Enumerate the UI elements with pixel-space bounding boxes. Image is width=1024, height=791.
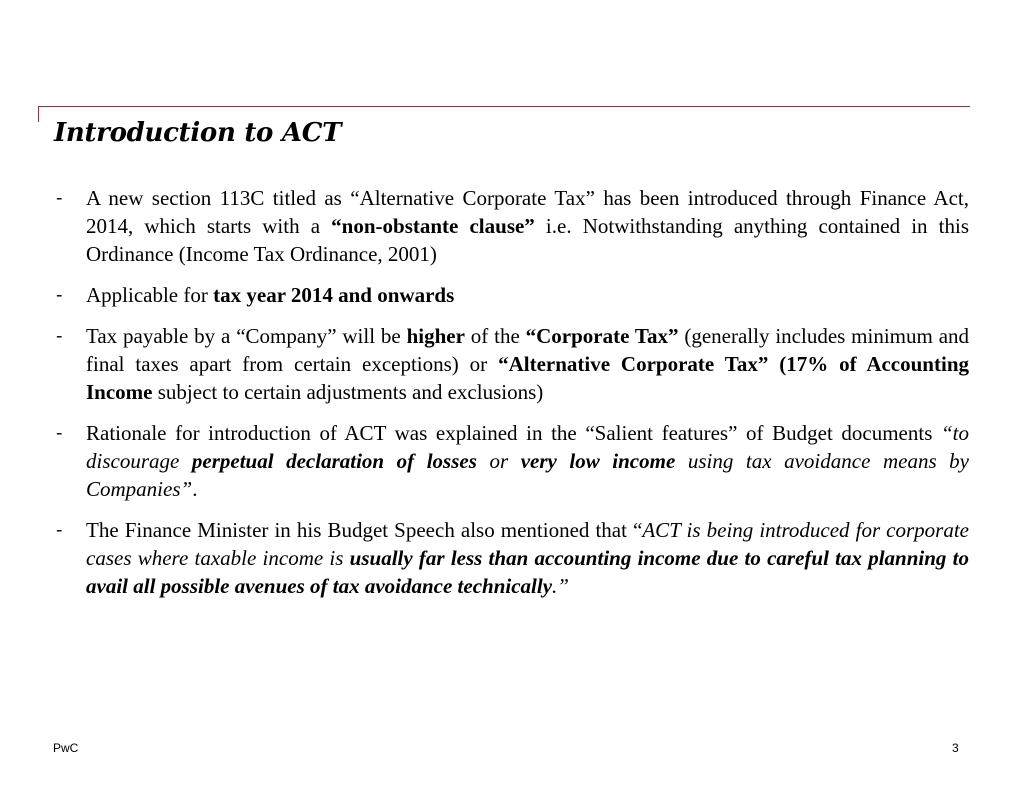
bullet-text: Applicable for tax year 2014 and onwards <box>86 283 455 307</box>
bullet-item <box>54 516 969 600</box>
bullet-item <box>54 322 969 406</box>
footer-brand: PwC <box>53 741 79 755</box>
dash-bullet-icon: - <box>56 325 63 347</box>
bullet-item <box>54 184 969 268</box>
dash-bullet-icon: - <box>56 284 63 306</box>
bullet-text: Rationale for introduction of ACT was explained in the “Salient features” of Budget documents “to discourage perpetual declaration of losses or very low income using tax avoidance means by Companies”. <box>86 421 970 501</box>
bullet-text: The Finance Minister in his Budget Speech also mentioned that “ACT is being introduced for corporate cases where taxable income is usually far less than accounting income due to careful tax planning to avail all possible avenues of tax avoidance technically.” <box>86 518 970 598</box>
slide-title: Introduction to ACT <box>54 118 342 148</box>
dash-bullet-icon: - <box>56 422 63 444</box>
dash-bullet-icon: - <box>56 187 63 209</box>
bullet-item <box>54 419 969 503</box>
header-rule-corner <box>38 106 39 122</box>
bullet-list <box>54 184 969 613</box>
bullet-text: Tax payable by a “Company” will be higher of the “Corporate Tax” (generally includes minimum and final taxes apart from certain exceptions) or “Alternative Corporate Tax” (17% of Accounting Income subject to certain adjustments and exclusions) <box>86 324 970 404</box>
dash-bullet-icon: - <box>56 519 63 541</box>
page-number: 3 <box>952 741 959 755</box>
bullet-text: A new section 113C titled as “Alternative Corporate Tax” has been introduced through Finance Act, 2014, which starts with a “non-obstante clause” i.e. Notwithstanding anything contained in this Ordinance (Income Tax Ordinance, 2001) <box>86 186 969 266</box>
bullet-item <box>54 281 969 309</box>
header-rule <box>38 106 970 107</box>
